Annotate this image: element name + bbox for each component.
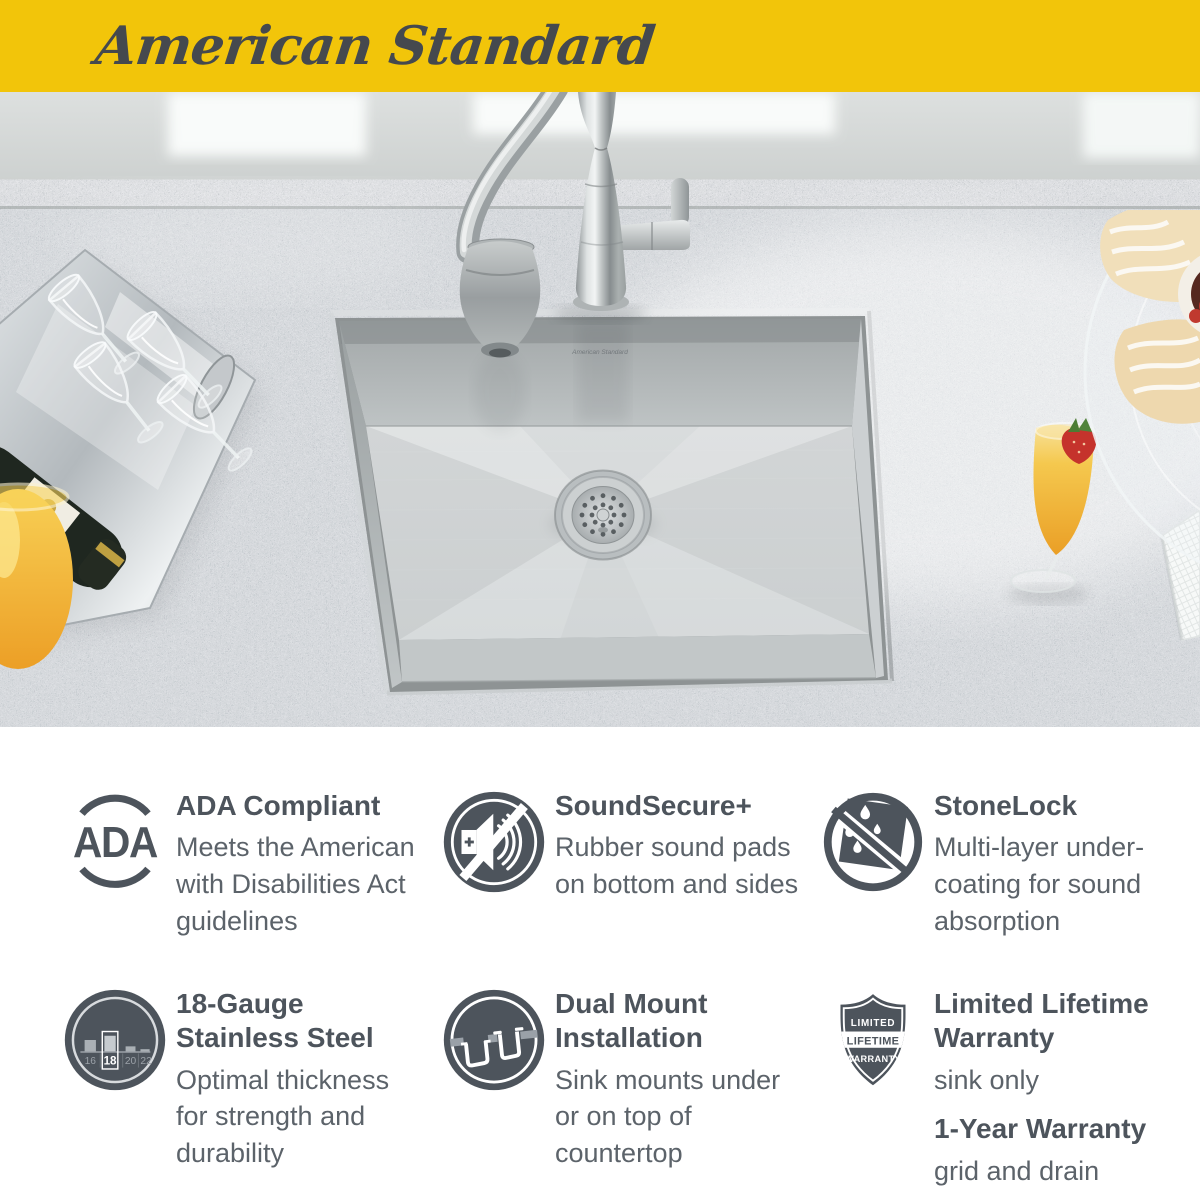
gauge-chart-icon bbox=[62, 987, 168, 1093]
feature-title: ADA Compliant bbox=[176, 790, 381, 821]
feature-title: Dual Mount Installation bbox=[555, 988, 708, 1054]
gauge-label-20: 20 bbox=[124, 1056, 137, 1068]
feature-title: 18-Gauge Stainless Steel bbox=[176, 988, 374, 1054]
feature-description: Optimal thickness for strength and durability bbox=[176, 1064, 390, 1169]
feature-title-secondary: 1-Year Warranty bbox=[934, 1113, 1147, 1145]
warranty-shield-icon bbox=[820, 987, 926, 1093]
feature-title: StoneLock bbox=[934, 790, 1078, 821]
feature-dual-mount bbox=[441, 987, 820, 1189]
gauge-label-16: 16 bbox=[84, 1056, 96, 1068]
feature-ada-compliant bbox=[62, 789, 441, 939]
feature-description-secondary: grid and drain bbox=[934, 1155, 1100, 1186]
features-row-2 bbox=[62, 987, 1200, 1189]
feature-description: Rubber sound pads on bottom and sides bbox=[555, 832, 799, 899]
features-section bbox=[0, 727, 1200, 1189]
feature-soundsecure bbox=[441, 789, 820, 939]
brand-banner bbox=[0, 0, 1200, 92]
feature-description: Sink mounts under or on top of countertop bbox=[555, 1064, 781, 1169]
muted-speaker-icon bbox=[441, 789, 547, 895]
feature-title: Limited Lifetime Warranty bbox=[934, 988, 1149, 1054]
feature-description: Meets the American with Disabilities Act guidelines bbox=[176, 832, 415, 936]
ada-letters: ADA bbox=[72, 818, 158, 868]
shield-line-lifetime: LIFETIME bbox=[846, 1035, 900, 1048]
product-photo bbox=[0, 92, 1200, 727]
feature-title: SoundSecure+ bbox=[555, 790, 752, 821]
gauge-label-18: 18 bbox=[103, 1054, 117, 1068]
shield-line-warranty: WARRANTY bbox=[845, 1054, 901, 1065]
feature-description: sink only bbox=[934, 1064, 1040, 1095]
brand-logo: American Standard bbox=[92, 15, 658, 77]
feature-18-gauge bbox=[62, 987, 441, 1189]
shield-line-limited: LIMITED bbox=[850, 1018, 896, 1030]
features-row-1 bbox=[62, 789, 1200, 939]
no-water-drops-icon bbox=[820, 789, 926, 895]
ada-badge-icon bbox=[62, 789, 168, 895]
feature-stonelock bbox=[820, 789, 1199, 939]
sink-etched-logo: American Standard bbox=[572, 349, 628, 356]
feature-warranty bbox=[820, 987, 1199, 1189]
feature-description: Multi-layer under-coating for sound absorption bbox=[934, 832, 1145, 936]
dual-mount-icon bbox=[441, 987, 547, 1093]
gauge-label-22: 22 bbox=[140, 1056, 152, 1068]
